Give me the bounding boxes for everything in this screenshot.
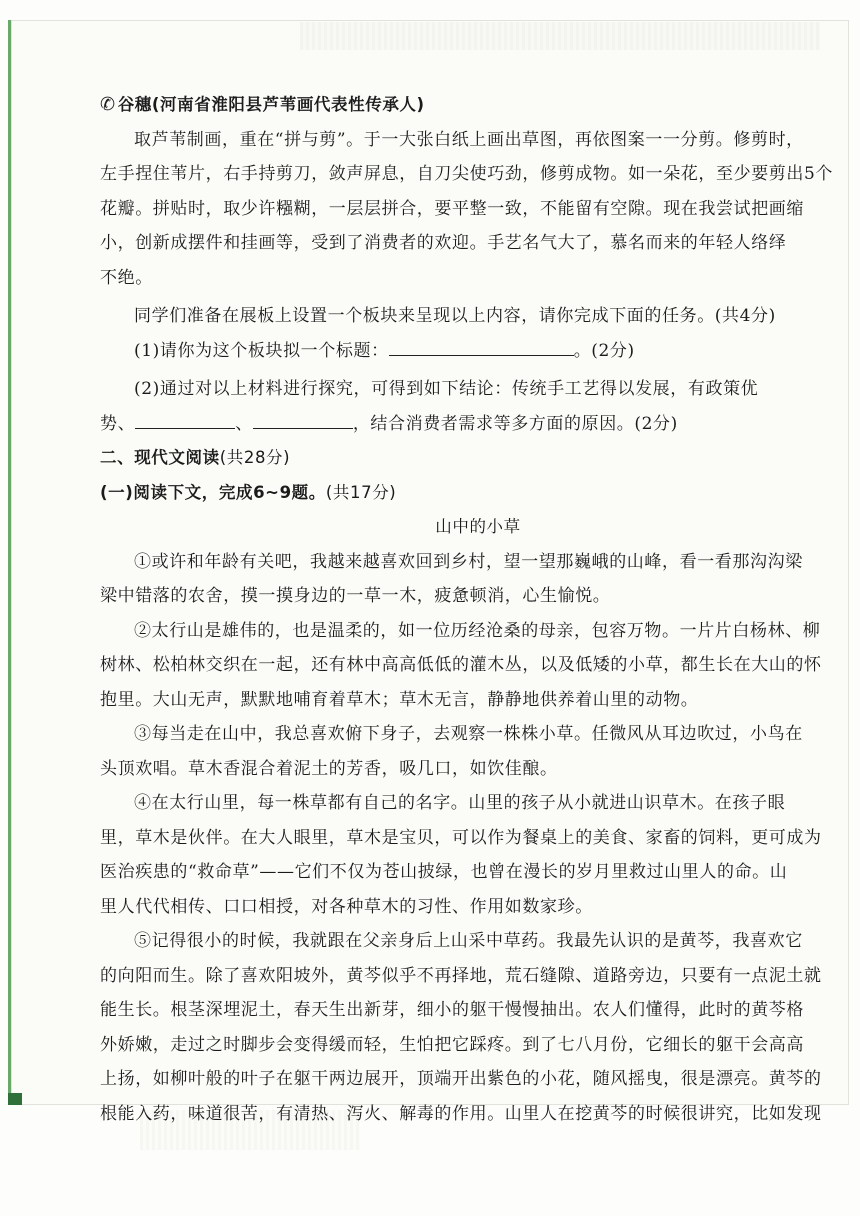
sub-heading-score: (共17分) [325, 482, 397, 502]
essay-line: 梁中错落的农舍，摸一摸身边的一草一木，疲惫顿消，心生愉悦。 [100, 586, 611, 606]
essay-line: 上扬，如柳叶般的叶子在躯干两边展开，顶端开出紫色的小花，随风摇曳，很是漂亮。黄芩的 [100, 1069, 822, 1089]
section-heading [100, 441, 820, 476]
essay-line: 抱里。大山无声，默默地哺育着草木；草木无言，静静地供养着山里的动物。 [100, 689, 699, 710]
sub-heading [100, 476, 820, 511]
essay-line: 能生长。根茎深埋泥土，春天生出新芽，细小的躯干慢慢抽出。农人们懂得，此时的黄芩格 [100, 1000, 804, 1020]
essay-paragraph-4 [100, 786, 820, 924]
profile-line: 取芦苇制画，重在“拼与剪”。于一大张白纸上画出草图，再依图案一一分剪。修剪时， [134, 129, 804, 150]
essay-line: 里人代代相传、口口相授，对各种草木的习性、作用如数家珍。 [100, 896, 593, 917]
task-intro: 同学们准备在展板上设置一个板块来呈现以上内容，请你完成下面的任务。(共4分) [134, 306, 776, 326]
essay-line: 根能入药，味道很苦，有清热、泻火、解毒的作用。山里人在挖黄芩的时候很讲究，比如发现 [100, 1103, 822, 1124]
question-1 [100, 334, 820, 369]
answer-blank-2b[interactable] [253, 412, 353, 429]
profile-line: 不绝。 [100, 267, 153, 288]
question-1-prompt: (1)请你为这个板块拟一个标题： [134, 340, 389, 361]
profile-header-text: 谷穗(河南省淮阳县芦苇画代表性传承人) [117, 95, 425, 114]
page-edge-mark [8, 1093, 22, 1105]
essay-line: 医治疾患的“救命草”——它们不仅为苍山披绿，也曾在漫长的岁月里救过山里人的命。山 [100, 862, 788, 882]
section-heading-score: (共28分) [219, 448, 291, 467]
question-1-score: 。(2分) [573, 340, 635, 361]
essay-paragraph-1 [100, 545, 820, 614]
sub-heading-text: (一)阅读下文，完成6~9题。 [100, 482, 326, 502]
question-2-blanks [100, 407, 820, 442]
question-2-separator: 、 [235, 413, 253, 434]
question-2-line: (2)通过对以上材料进行探究，可得到如下结论：传统手工艺得以发展，有政策优 [134, 379, 759, 399]
essay-line: 里，草木是伙伴。在大人眼里，草木是宝贝，可以作为餐桌上的美食、家畜的饲料，更可成为 [100, 827, 822, 848]
exam-content [100, 88, 834, 1131]
phone-icon: ✆ [100, 94, 116, 115]
essay-line: ①或许和年龄有关吧，我越来越喜欢回到乡村，望一望那巍峨的山峰，看一看那沟沟梁 [134, 551, 803, 572]
answer-blank-2a[interactable] [135, 412, 235, 429]
section-heading-text: 二、现代文阅读 [100, 448, 220, 467]
answer-blank-1[interactable] [389, 339, 574, 356]
profile-text [100, 123, 834, 296]
essay-title: 山中的小草 [435, 517, 521, 536]
question-2-prefix: 势、 [100, 413, 136, 434]
essay-line: ②太行山是雄伟的，也是温柔的，如一位历经沧桑的母亲，包容万物。一片片白杨林、柳 [134, 620, 821, 641]
essay-paragraph-3 [100, 717, 820, 786]
profile-line: 小，创新成摆件和挂画等，受到了消费者的欢迎。手艺名气大了，慕名而来的年轻人络绎 [100, 233, 787, 253]
scan-bleed-through [300, 22, 820, 50]
essay-line: ④在太行山里，每一株草都有自己的名字。山里的孩子从小就进山识草木。在孩子眼 [134, 793, 786, 813]
profile-header [100, 88, 820, 123]
essay-paragraph-5 [100, 924, 820, 1131]
essay-line: 外娇嫩，走过之时脚步会变得缓而轻，生怕把它踩疼。到了七八月份，它细长的躯干会高高 [100, 1034, 804, 1055]
profile-line: 花瓣。拼贴时，取少许糨糊，一层层拼合，要平整一致，不能留有空隙。现在我尝试把画缩 [100, 198, 804, 219]
essay-line: 树林、松柏林交织在一起，还有林中高高低低的灌木丛，以及低矮的小草，都生长在大山的怀 [100, 655, 822, 675]
profile-line: 左手捏住苇片，右手持剪刀，敛声屏息，自刀尖使巧劲，修剪成物。如一朵花，至少要剪出5个 [100, 164, 834, 184]
essay-line: ⑤记得很小的时候，我就跟在父亲身后上山采中草药。我最先认识的是黄芩，我喜欢它 [134, 931, 803, 951]
essay-paragraph-2 [100, 614, 820, 718]
question-2-suffix: ，结合消费者需求等多方面的原因。(2分) [352, 413, 678, 434]
essay-line: ③每当走在山中，我总喜欢俯下身子，去观察一株株小草。任微风从耳边吹过，小鸟在 [134, 724, 803, 744]
essay-line: 头顶欢唱。草木香混合着泥土的芳香，吸几口，如饮佳酿。 [100, 758, 558, 779]
essay-line: 的向阳而生。除了喜欢阳坡外，黄芩似乎不再择地，荒石缝隙、道路旁边，只要有一点泥土就 [100, 965, 822, 986]
